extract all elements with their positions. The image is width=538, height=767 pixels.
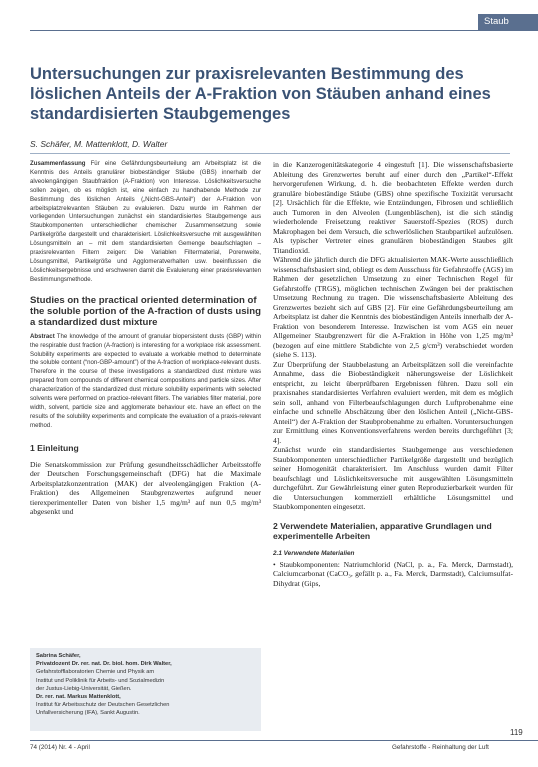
summary-paragraph (30, 160, 261, 285)
article-title: Untersuchungen zur praxisrelevanten Bestimmung des löslichen Anteils der A-Fraktion von Stäuben anhand eines standardisierten Staubgemenges (30, 65, 491, 123)
body-paragraph: Während die jährlich durch die DFG aktualisierten MAK-Werte ausschließlich wissenschaftsbasiert sind, obliegt es dem Ausschuss für Gefahrstoffe (AGS) im Rahmen der gesetzlichen Umsetzung zu einer Technischen Regel für Gefahrstoffe (TRGS), möglichen technischen Zwängen bei der praktischen Umsetzung Rechnung zu tragen. Die wissenschaftsbasierte Ableitung des Grenzwertes bezieht sich auf GBS [2]. Für eine Gefährdungsbeurteilung am Arbeitsplatz ist daher die Kenntnis des biobeständigen Anteils innerhalb der A-Fraktion von besonderem Interesse. Inzwischen ist vom AGS ein neuer Allgemeiner Staubgrenzwert für die A-Fraktion in Höhe von 1,25 mg/m³ (bezogen auf eine mittlere Stabdichte von 2,5 g/cm³) verabschiedet worden (siehe S. 113). (273, 255, 513, 359)
summary-text: Für eine Gefährdungsbeurteilung am Arbeitsplatz ist die Kenntnis des Anteils granulärer biobeständiger Stäube (GBS) innerhalb der alveolengängigen Staubfraktion (A-Fraktion) von Interesse. Löslichkeitsversuche sollen zeigen, ob es möglich ist, eine einfach zu handhabende Methode zur Bestimmung des löslichen Anteils („Nicht-GBS-Anteil“) der A-Fraktion von arbeitsplatzrelevanten Stäuben zu evaluieren. Dazu wurde im Rahmen der vorliegenden Untersuchungen zunächst ein standardisiertes Staubgemenge aus Staubkomponenten unterschiedlicher chemischer Zusammensetzung sowie Partikelgröße dargestellt und charakterisiert. Löslichkeitsversuche mit ausgewählten Lösungsmitteln an – mit dem standardisierten Gemenge beaufschlagten – praxisrelevanten Filtern zeigen: Die Variablen Filtermaterial, Porenweite, Lösungsmittel, Partikelgröße und Agglomeratverhalten usw. beeinflussen die Löslichkeitsergebnisse und erschweren damit die Evaluierung einer praxisrelevanten Bestimmungsmethode. (30, 160, 261, 283)
section-tag: Staub (478, 14, 538, 30)
abstract-paragraph (30, 333, 261, 431)
footer-issue: 74 (2014) Nr. 4 - April (30, 744, 90, 751)
author-name-mattenklott: Dr. rer. nat. Markus Mattenklott, (36, 694, 121, 701)
body-paragraph: Zur Überprüfung der Staubbelastung an Arbeitsplätzen soll die vereinfachte Annahme, dass die Biobeständigkeit näherungsweise der Löslichkeit entspricht, zu leicht überprüfbaren Ergebnissen führen. Dazu soll ein praxisnahes standardisiertes Verfahren evaluiert werden, mit dem es möglich sein soll, anhand von Filterbeaufschlagungen durch Luftprobenahme eine einfache und schnelle Abschätzung über den löslichen Anteil („Nicht-GBS-Anteil“) der A-Fraktion der Staubprobenahme zu erhalten. Voruntersuchungen zur Ermittlung eines Konventionsverfahrens werden bereits durchgeführt [3; 4]. (273, 359, 513, 445)
author-affiliation-line: der Justus-Liebig-Universität, Gießen. (36, 685, 132, 692)
right-column (273, 160, 513, 588)
left-column (30, 160, 261, 517)
body-paragraph: Zunächst wurde ein standardisiertes Staubgemenge aus verschiedenen Staubkomponenten unterschiedlicher Partikelgröße dargestellt und bezüglich seiner Homogenität charakterisiert. Im Anschluss wurden damit Filter beaufschlagt und Löslichkeitsversuche mit ausgewählten Lösungsmitteln durchgeführt. Zur Gewährleistung einer guten Reproduzierbarkeit wurden für die Untersuchungen kommerziell erhältliche Lösungsmittel und Staubkomponenten eingesetzt. (273, 445, 513, 511)
author-affiliation-line: Unfallversicherung (IFA), Sankt Augustin. (36, 710, 140, 717)
section-heading-materialien: 2 Verwendete Materialien, apparative Grundlagen und experimentelle Arbeiten (273, 520, 492, 541)
abstract-text: The knowledge of the amount of granular biopersistent dusts (GBP) within the respirable dust fraction (A-fraction) is interesting for a workplace risk assessment. Solubility experiments are expected to evaluate a workable method to determinate the soluble content (“non-GBP-amount”) of the A-fraction of workplace-relevant dusts. Therefore in the course of these investigations a standardized dust mixture was prepared from compounds of different chemical compositions and particle sizes. After characterization of the standardized dust mixture solubility experiments with selected solvents were performed on practice-relevant filters. The variables filter material, pore width, solvent, particle size and agglomerate behaviour etc. have an effect on the results of the solubility experiments and complicate the evaluation of a praxis-relevant method. (30, 332, 261, 429)
einleitung-paragraph: Die Senatskommission zur Prüfung gesundheitsschädlicher Arbeitsstoffe der Deutschen Forschungsgemeinschaft (DFG) hat die Maximale Arbeitsplatzkonzentration (MAK) der alveolengängigen Fraktion (A-Fraktion) des Allgemeinen Staubgrenzwertes aufgrund neuer tierexperimenteller Daten von bisher 1,5 mg/m³ auf nun 0,5 mg/m³ abgesenkt und (30, 459, 261, 517)
header-rule (30, 30, 538, 31)
section-heading-einleitung: 1 Einleitung (30, 442, 79, 453)
author-info-box (30, 648, 261, 731)
article-authors: S. Schäfer, M. Mattenklott, D. Walter (30, 139, 168, 149)
title-divider (30, 153, 510, 154)
author-name-schaefer: Sabrina Schäfer, (36, 653, 81, 659)
english-title: Studies on the practical oriented determination of the soluble portion of the A-fraction of dusts using a standardized dust mixture (30, 294, 261, 328)
author-affiliation-line: Gefahrstofflaboratorien Chemie und Physik am (36, 669, 155, 676)
abstract-label: Abstract (30, 332, 55, 340)
body-paragraph: in die Kanzerogenitätskategorie 4 eingestuft [1]. Die wissenschaftsbasierte Ableitung des Grenzwertes beruht auf einer durch den „Partikel“-Effekt hervorgerufenen Wirkung, d. h. die beobachteten Effekte werden durch granuläre biobeständige Stäube (GBS) ohne spezifische Toxizität verursacht [2]. Ursächlich für die Effekte, wie Entzündungen, Fibrosen und schließlich auch Tumoren in den Alveolen (Lungenbläschen), ist die sich ständig wiederholende Freisetzung reaktiver Sauerstoff-Spezies (ROS) durch Makrophagen bei dem Versuch, die schwerlöslichen Staubpartikel aufzulösen. Als typischer Vertreter eines granulären biobeständigen Staubes gilt Titandioxid. (273, 160, 513, 255)
materials-list-item: • Staubkomponenten: Natriumchlorid (NaCl, p. a., Fa. Merck, Darmstadt), Calciumcarbonat (CaCO₃, gefällt p. a., Fa. Merck, Darmstadt), Calciumsulfat-Dihydrat (Gips, (273, 559, 513, 588)
page-number: 119 (510, 728, 523, 737)
summary-label: Zusammenfassung (30, 160, 86, 167)
author-name-walter: Privatdozent Dr. rer. nat. Dr. biol. hom. Dirk Walter, (36, 661, 172, 668)
subsection-heading-materialien: 2.1 Verwendete Materialien (273, 549, 355, 557)
footer-journal: Gefahrstoffe - Reinhaltung der Luft (392, 744, 489, 751)
author-affiliation-line: Institut für Arbeitsschutz der Deutschen Gesetzlichen (36, 702, 170, 709)
author-affiliation-line: Institut und Poliklinik für Arbeits- und Sozialmedizin (36, 677, 165, 684)
footer-rule (30, 740, 538, 741)
